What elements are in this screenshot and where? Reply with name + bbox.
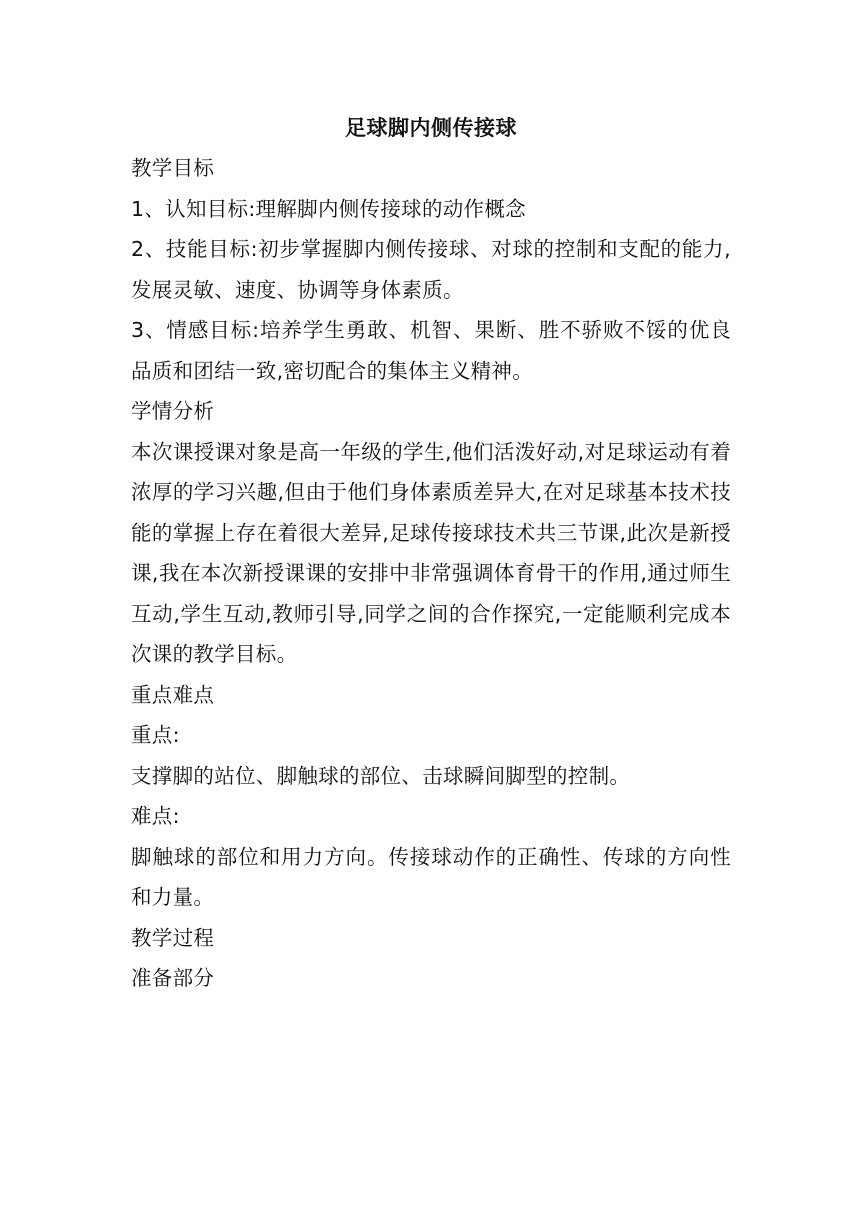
- preparation-heading: 准备部分: [131, 966, 215, 990]
- objectives-heading: 教学目标: [131, 156, 215, 180]
- document-body: [131, 108, 731, 999]
- objective-affective: 3、情感目标:培养学生勇敢、机智、果断、胜不骄败不馁的优良品质和团结一致,密切配合的集体主义精神。: [131, 318, 731, 383]
- process-heading: 教学过程: [131, 925, 215, 950]
- document-title: 足球脚内侧传接球: [345, 116, 517, 140]
- analysis-text: 本次课授课对象是高一年级的学生,他们活泼好动,对足球运动有着浓厚的学习兴趣,但由于他们身体素质差异大,在对足球基本技术技能的掌握上存在着很大差异,足球传接球技术共三节课,此次是新授课,我在本次新授课课的安排中非常强调体育骨干的作用,通过师生互动,学生互动,教师引导,同学之间的合作探究,一定能顺利完成本次课的教学目标。: [131, 439, 731, 666]
- key-points-heading: 重点难点: [131, 682, 215, 707]
- key-point-text: 支撑脚的站位、脚触球的部位、击球瞬间脚型的控制。: [131, 763, 631, 788]
- difficulty-label: 难点:: [131, 804, 180, 828]
- key-point-label: 重点:: [131, 723, 180, 747]
- objective-skill: 2、技能目标:初步掌握脚内侧传接球、对球的控制和支配的能力,发展灵敏、速度、协调等身体素质。: [131, 237, 731, 302]
- objective-cognitive: 1、认知目标:理解脚内侧传接球的动作概念: [131, 196, 526, 221]
- difficulty-text: 脚触球的部位和用力方向。传接球动作的正确性、传球的方向性和力量。: [131, 844, 731, 909]
- analysis-heading: 学情分析: [131, 399, 215, 423]
